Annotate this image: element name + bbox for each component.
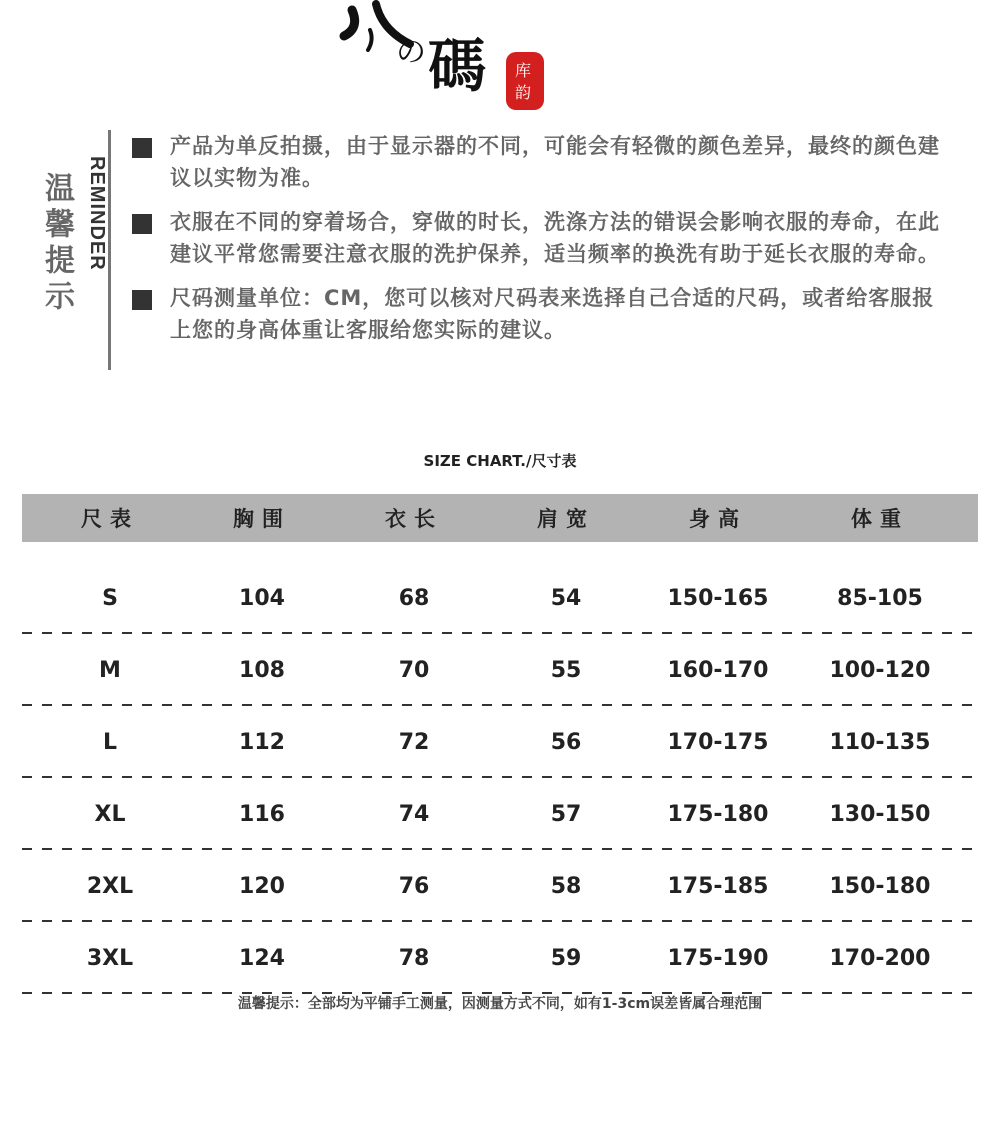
- cell-shoulder: 55: [550, 657, 582, 683]
- cell-height: 160-170: [667, 657, 769, 683]
- cell-shoulder: 57: [550, 801, 582, 827]
- header-length: 衣长: [385, 507, 443, 531]
- size-chart-table: [22, 494, 978, 994]
- header-chest: 胸围: [233, 507, 291, 531]
- note-text: 产品为单反拍摄，由于显示器的不同，可能会有轻微的颜色差异，最终的颜色建议以实物为准。: [170, 134, 940, 190]
- table-row: [22, 922, 978, 994]
- cell-weight: 100-120: [829, 657, 931, 683]
- square-bullet-icon: [132, 290, 152, 310]
- cell-weight: 110-135: [829, 729, 931, 755]
- measurement-footnote: 温馨提示：全部均为平铺手工测量，因测量方式不同，如有1-3cm误差皆属合理范围: [237, 996, 763, 1012]
- svg-text:碼: 碼: [428, 32, 487, 100]
- cell-chest: 112: [239, 729, 285, 755]
- reminder-title-cn: 温馨提示: [39, 172, 74, 316]
- cell-length: 74: [398, 801, 430, 827]
- svg-text:の: の: [396, 35, 426, 70]
- brand-logo: [330, 0, 560, 112]
- table-row: [22, 562, 978, 634]
- svg-text:库: 库: [515, 61, 532, 80]
- svg-text:韵: 韵: [515, 83, 532, 102]
- table-row: [22, 634, 978, 706]
- cell-chest: 120: [239, 873, 285, 899]
- note-item: [132, 282, 952, 346]
- note-text: 衣服在不同的穿着场合，穿做的时长，洗涤方法的错误会影响衣服的寿命，在此建议平常您需要注意衣服的洗护保养，适当频率的换洗有助于延长衣服的寿命。: [170, 210, 940, 266]
- size-chart-title: SIZE CHART./尺寸表: [423, 452, 577, 470]
- cell-height: 175-190: [667, 945, 769, 971]
- cell-height: 175-185: [667, 873, 769, 899]
- cell-length: 68: [398, 585, 430, 611]
- table-header: [22, 494, 978, 542]
- header-shoulder: 肩宽: [537, 507, 595, 531]
- cell-shoulder: 59: [550, 945, 582, 971]
- cell-size: XL: [94, 801, 126, 827]
- header-weight: 体重: [851, 507, 909, 531]
- cell-length: 78: [398, 945, 430, 971]
- brand-logo-graphic: [330, 0, 560, 112]
- cell-chest: 124: [239, 945, 285, 971]
- cell-shoulder: 58: [550, 873, 582, 899]
- cell-size: 3XL: [86, 945, 134, 971]
- header-size: 尺表: [81, 507, 139, 531]
- cell-size: L: [102, 729, 118, 755]
- note-item: [132, 130, 952, 194]
- cell-length: 70: [398, 657, 430, 683]
- cell-length: 72: [398, 729, 430, 755]
- cell-weight: 170-200: [829, 945, 931, 971]
- cell-size: M: [99, 657, 121, 683]
- cell-chest: 116: [239, 801, 285, 827]
- table-body: [22, 542, 978, 994]
- table-row: [22, 778, 978, 850]
- table-row: [22, 850, 978, 922]
- cell-height: 170-175: [667, 729, 769, 755]
- cell-chest: 108: [239, 657, 285, 683]
- header-height: 身高: [689, 507, 747, 531]
- cell-length: 76: [398, 873, 430, 899]
- reminder-notes: [132, 130, 952, 358]
- square-bullet-icon: [132, 214, 152, 234]
- cell-shoulder: 54: [550, 585, 582, 611]
- reminder-label: [38, 150, 110, 370]
- cell-weight: 130-150: [829, 801, 931, 827]
- table-row: [22, 706, 978, 778]
- reminder-divider: [108, 130, 111, 370]
- square-bullet-icon: [132, 138, 152, 158]
- cell-size: 2XL: [86, 873, 134, 899]
- cell-height: 150-165: [667, 585, 769, 611]
- cell-weight: 85-105: [837, 585, 923, 611]
- reminder-title-en: REMINDER: [86, 156, 108, 271]
- cell-height: 175-180: [667, 801, 769, 827]
- cell-weight: 150-180: [829, 873, 931, 899]
- note-item: [132, 206, 952, 270]
- cell-shoulder: 56: [550, 729, 582, 755]
- cell-chest: 104: [239, 585, 285, 611]
- cell-size: S: [102, 585, 118, 611]
- note-text: 尺码测量单位：CM，您可以核对尺码表来选择自己合适的尺码，或者给客服报上您的身高体重让客服给您实际的建议。: [170, 286, 935, 342]
